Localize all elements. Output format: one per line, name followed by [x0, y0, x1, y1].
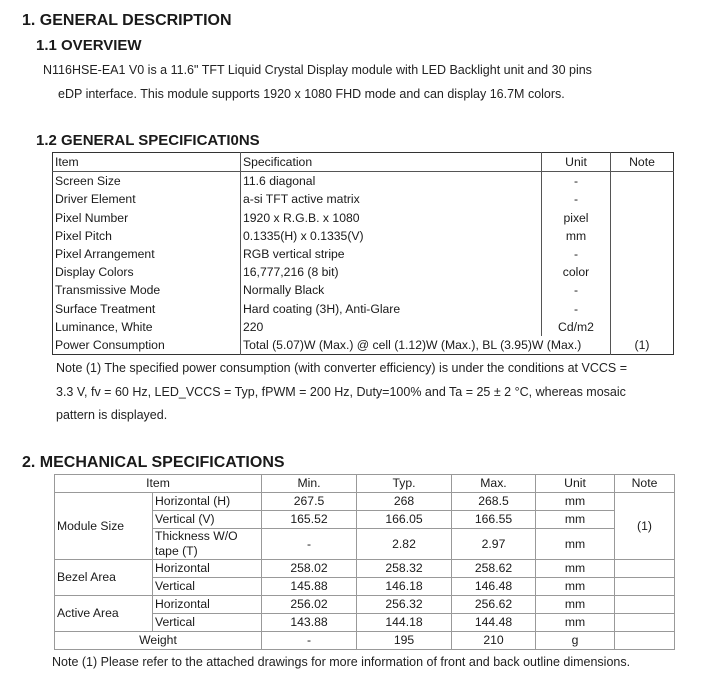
- table-row: [55, 560, 675, 578]
- max-cell: 268.5: [452, 493, 536, 511]
- table-row: [53, 245, 674, 263]
- header-note: Note: [611, 153, 674, 172]
- max-cell: 210: [452, 632, 536, 650]
- power-note-line-3: pattern is displayed.: [56, 408, 168, 422]
- note-cell: [615, 578, 675, 596]
- spec-cell: Hard coating (3H), Anti-Glare: [241, 300, 542, 318]
- unit-cell: color: [542, 263, 611, 281]
- unit-cell: mm: [536, 493, 615, 511]
- item-cell: Display Colors: [53, 263, 241, 281]
- sub-item-cell: Vertical (V): [153, 511, 262, 529]
- note-cell: [611, 227, 674, 245]
- spec-cell: 1920 x R.G.B. x 1080: [241, 209, 542, 227]
- spec-cell: Total (5.07)W (Max.) @ cell (1.12)W (Max.), BL (3.95)W (Max.): [241, 336, 611, 355]
- min-cell: 258.02: [262, 560, 357, 578]
- header-unit: Unit: [542, 153, 611, 172]
- item-cell: Screen Size: [53, 172, 241, 191]
- item-cell: Power Consumption: [53, 336, 241, 355]
- unit-cell: mm: [536, 560, 615, 578]
- unit-cell: -: [542, 245, 611, 263]
- table-row: [53, 281, 674, 299]
- item-cell: Pixel Number: [53, 209, 241, 227]
- header-typ: Typ.: [357, 475, 452, 493]
- max-cell: 166.55: [452, 511, 536, 529]
- mechanical-note: Note (1) Please refer to the attached drawings for more information of front and back outline dimensions.: [52, 655, 631, 669]
- typ-cell: 2.82: [357, 529, 452, 560]
- weight-label: Weight: [55, 632, 262, 650]
- min-cell: 143.88: [262, 614, 357, 632]
- unit-cell: mm: [536, 614, 615, 632]
- unit-cell: -: [542, 300, 611, 318]
- max-cell: 256.62: [452, 596, 536, 614]
- table-row: [53, 209, 674, 227]
- table-row: [53, 172, 674, 191]
- overview-line-1: N116HSE-EA1 V0 is a 11.6" TFT Liquid Crystal Display module with LED Backlight unit and 30 pins: [43, 63, 592, 77]
- unit-cell: -: [542, 281, 611, 299]
- spec-cell: 0.1335(H) x 0.1335(V): [241, 227, 542, 245]
- note-cell: [611, 318, 674, 336]
- power-note-line-1: Note (1) The specified power consumption (with converter efficiency) is under the conditions at VCCS =: [56, 361, 627, 375]
- min-cell: 256.02: [262, 596, 357, 614]
- overview-line-2: eDP interface. This module supports 1920 x 1080 FHD mode and can display 16.7M colors.: [58, 87, 565, 101]
- header-note: Note: [615, 475, 675, 493]
- typ-cell: 195: [357, 632, 452, 650]
- typ-cell: 256.32: [357, 596, 452, 614]
- table-row: [53, 227, 674, 245]
- unit-cell: Cd/m2: [542, 318, 611, 336]
- unit-cell: -: [542, 172, 611, 191]
- group-label-bezel-area: Bezel Area: [55, 560, 153, 596]
- sub-item-cell: Horizontal: [153, 596, 262, 614]
- note-cell: [615, 560, 675, 578]
- spec-cell: Normally Black: [241, 281, 542, 299]
- table-row: [55, 596, 675, 614]
- note-cell: (1): [634, 337, 650, 352]
- header-max: Max.: [452, 475, 536, 493]
- max-cell: 146.48: [452, 578, 536, 596]
- sub-item-cell: Horizontal: [153, 560, 262, 578]
- table-row: [53, 336, 674, 355]
- group-label-active-area: Active Area: [55, 596, 153, 632]
- power-note-line-2: 3.3 V, fv = 60 Hz, LED_VCCS = Typ, fPWM = 200 Hz, Duty=100% and Ta = 25 ± 2 °C, whereas mosaic: [56, 385, 626, 399]
- item-cell: Driver Element: [53, 190, 241, 208]
- typ-cell: 268: [357, 493, 452, 511]
- note-cell: [615, 614, 675, 632]
- min-cell: -: [262, 529, 357, 560]
- item-cell: Surface Treatment: [53, 300, 241, 318]
- item-cell: Luminance, White: [53, 318, 241, 336]
- table-row: [53, 263, 674, 281]
- note-cell: [611, 209, 674, 227]
- spec-cell: 16,777,216 (8 bit): [241, 263, 542, 281]
- group-label-module-size: Module Size: [55, 493, 153, 560]
- typ-cell: 258.32: [357, 560, 452, 578]
- typ-cell: 166.05: [357, 511, 452, 529]
- table-row: [53, 318, 674, 336]
- table-header-row: [53, 153, 674, 172]
- min-cell: -: [262, 632, 357, 650]
- header-spec: Specification: [241, 153, 542, 172]
- sub-item-line-2: tape (T): [155, 544, 198, 558]
- table-row: [55, 632, 675, 650]
- item-cell: Pixel Arrangement: [53, 245, 241, 263]
- unit-cell: mm: [536, 511, 615, 529]
- table-row: [53, 190, 674, 208]
- table-header-row: [55, 475, 675, 493]
- min-cell: 267.5: [262, 493, 357, 511]
- sub-item-cell: Vertical: [153, 578, 262, 596]
- sub-item-cell: [153, 529, 262, 560]
- note-cell: [615, 596, 675, 614]
- note-cell: [611, 245, 674, 263]
- unit-cell: mm: [536, 596, 615, 614]
- sub-item-cell: Vertical: [153, 614, 262, 632]
- sub-item-line-1: Thickness W/O: [155, 529, 238, 543]
- table-row: [55, 493, 675, 511]
- max-cell: 2.97: [452, 529, 536, 560]
- mechanical-specs-table: [54, 474, 675, 650]
- general-specs-table: [52, 152, 674, 355]
- table-row: [53, 300, 674, 318]
- note-cell: [611, 172, 674, 191]
- note-cell: [611, 263, 674, 281]
- spec-cell: 11.6 diagonal: [241, 172, 542, 191]
- note-cell: [611, 300, 674, 318]
- header-unit: Unit: [536, 475, 615, 493]
- section-1-title: 1. GENERAL DESCRIPTION: [22, 12, 232, 29]
- spec-cell: a-si TFT active matrix: [241, 190, 542, 208]
- min-cell: 145.88: [262, 578, 357, 596]
- note-cell: (1): [615, 493, 675, 560]
- max-cell: 258.62: [452, 560, 536, 578]
- unit-cell: pixel: [542, 209, 611, 227]
- spec-cell: 220: [241, 318, 542, 336]
- note-cell: [615, 632, 675, 650]
- header-item: Item: [53, 153, 241, 172]
- general-specs-title: 1.2 GENERAL SPECIFICATI0NS: [36, 132, 260, 149]
- unit-cell: -: [542, 190, 611, 208]
- header-min: Min.: [262, 475, 357, 493]
- note-cell: [611, 281, 674, 299]
- item-cell: Pixel Pitch: [53, 227, 241, 245]
- unit-cell: mm: [536, 529, 615, 560]
- typ-cell: 144.18: [357, 614, 452, 632]
- max-cell: 144.48: [452, 614, 536, 632]
- sub-item-cell: Horizontal (H): [153, 493, 262, 511]
- unit-cell: mm: [542, 227, 611, 245]
- min-cell: 165.52: [262, 511, 357, 529]
- unit-cell: g: [536, 632, 615, 650]
- overview-title: 1.1 OVERVIEW: [36, 37, 142, 54]
- typ-cell: 146.18: [357, 578, 452, 596]
- unit-cell: mm: [536, 578, 615, 596]
- section-2-title: 2. MECHANICAL SPECIFICATIONS: [22, 454, 285, 471]
- item-cell: Transmissive Mode: [53, 281, 241, 299]
- header-item: Item: [55, 475, 262, 493]
- spec-cell: RGB vertical stripe: [241, 245, 542, 263]
- note-cell: [611, 190, 674, 208]
